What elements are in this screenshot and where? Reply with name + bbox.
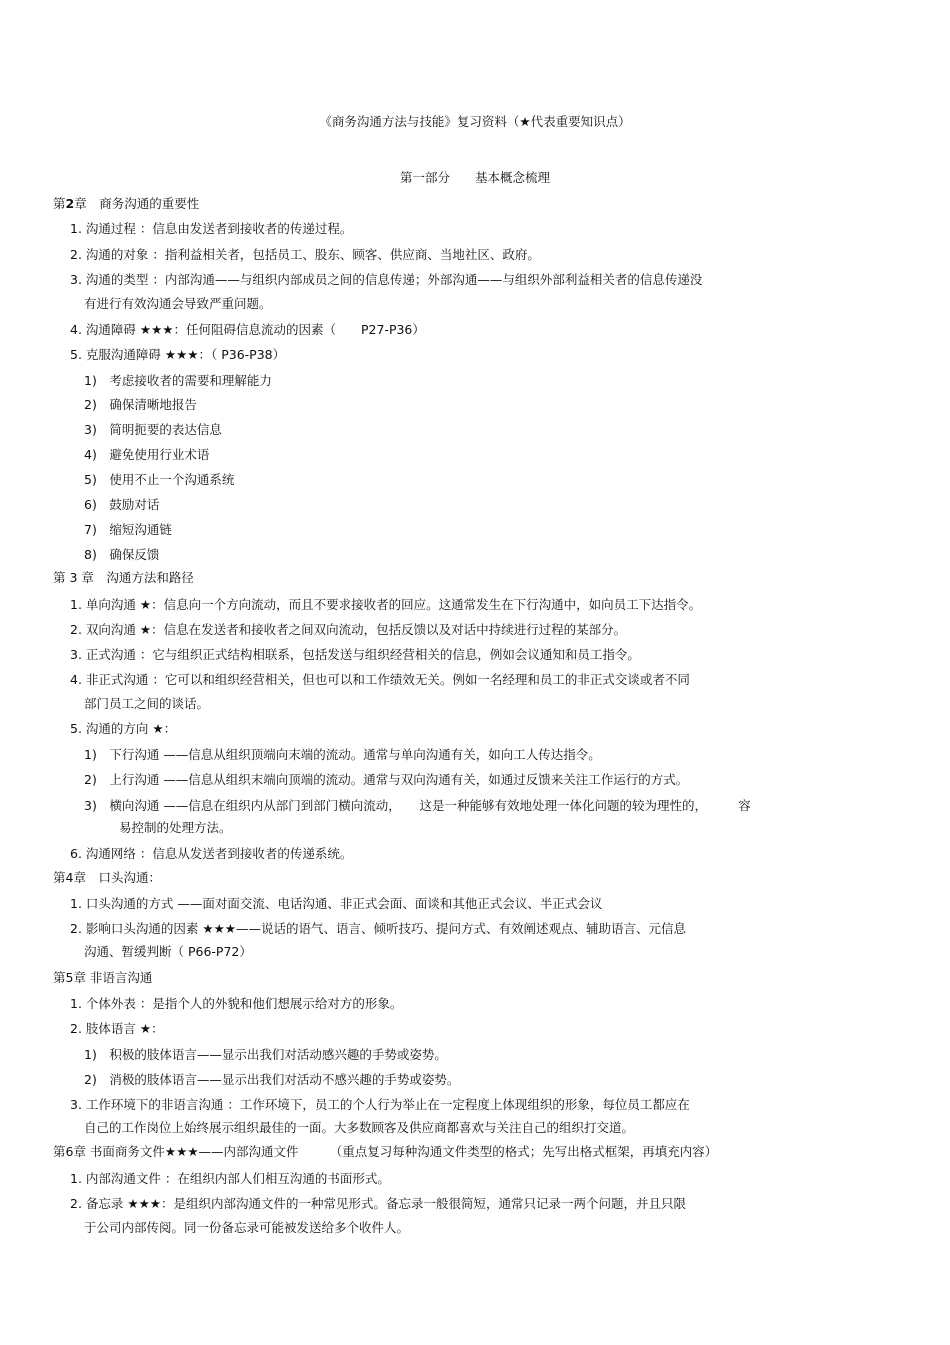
ch2-item-3-cont: 有进行有效沟通会导致严重问题。: [84, 296, 272, 311]
ch2-sub-3: 3) 简明扼要的表达信息: [84, 422, 222, 437]
ch2-sub-7: 7) 缩短沟通链: [84, 522, 172, 537]
ch5-item-1: 1. 个体外表 ：是指个人的外貌和他们想展示给对方的形象。: [70, 996, 403, 1011]
ch2-item-4: 4. 沟通障碍 ★★★：任何阻碍信息流动的因素（ P27-P36）: [70, 322, 425, 337]
ch3-item-2: 2. 双向沟通 ★：信息在发送者和接收者之间双向流动，包括反馈以及对话中持续进行过程的某部分。: [70, 622, 627, 637]
ch3-sub-3: 3) 横向沟通 ——信息在组织内从部门到部门横向流动， 这是一种能够有效地处理一体化问题的较为理性的， 容: [84, 798, 751, 813]
ch2-sub-2: 2) 确保清晰地报告: [84, 397, 197, 412]
ch6-item-2-cont: 于公司内部传阅。同一份备忘录可能被发送给多个收件人。: [84, 1220, 410, 1235]
ch5-item-3: 3. 工作环境下的非语言沟通 ：工作环境下，员工的个人行为举止在一定程度上体现组织的形象，每位员工都应在: [70, 1097, 690, 1112]
chapter-4-heading: 第4章 口头沟通：: [53, 870, 161, 885]
ch3-item-6: 6. 沟通网络 ：信息从发送者到接收者的传递系统。: [70, 846, 353, 861]
ch2-item-2: 2. 沟通的对象 ：指利益相关者，包括员工、股东、顾客、供应商、当地社区、政府。: [70, 247, 540, 262]
ch2-item-1: 1. 沟通过程 ：信息由发送者到接收者的传递过程。: [70, 221, 353, 236]
ch5-sub-1: 1) 积极的肢体语言——显示出我们对活动感兴趣的手势或姿势。: [84, 1047, 447, 1062]
ch2-item-3: 3. 沟通的类型 ：内部沟通——与组织内部成员之间的信息传递；外部沟通——与组织外部利益相关者的信息传递没: [70, 272, 703, 287]
ch2-item-5: 5. 克服沟通障碍 ★★★：（ P36-P38）: [70, 347, 286, 362]
ch4-item-1: 1. 口头沟通的方式 ——面对面交流、电话沟通、非正式会面、面谈和其他正式会议、半正式会议: [70, 896, 603, 911]
ch2-sub-5: 5) 使用不止一个沟通系统: [84, 472, 235, 487]
chapter-2-number: 2: [65, 196, 75, 211]
ch2-sub-1: 1) 考虑接收者的需要和理解能力: [84, 373, 272, 388]
part-heading: 第一部分 基本概念梳理: [399, 170, 550, 185]
ch3-item-4: 4. 非正式沟通 ：它可以和组织经营相关，但也可以和工作绩效无关。例如一名经理和员工的非正式交谈或者不同: [70, 672, 690, 687]
ch6-item-2: 2. 备忘录 ★★★：是组织内部沟通文件的一种常见形式。备忘录一般很简短，通常只记录一两个问题，并且只限: [70, 1196, 686, 1211]
ch3-sub-1: 1) 下行沟通 ——信息从组织顶端向末端的流动。通常与单向沟通有关，如向工人传达指令。: [84, 747, 601, 762]
ch5-item-3-cont: 自己的工作岗位上始终展示组织最佳的一面。大多数顾客及供应商都喜欢与关注自己的组织打交道。: [84, 1120, 635, 1135]
ch3-item-4-cont: 部门员工之间的谈话。: [84, 696, 210, 711]
chapter-2-title: 章 商务沟通的重要性: [74, 196, 200, 211]
ch2-sub-8: 8) 确保反馈: [84, 547, 160, 562]
ch3-item-5: 5. 沟通的方向 ★：: [70, 721, 177, 736]
chapter-2-heading: 第2章 商务沟通的重要性: [53, 196, 200, 211]
ch3-sub-3-cont: 易控制的处理方法。: [119, 820, 232, 835]
ch3-item-3: 3. 正式沟通 ：它与组织正式结构相联系，包括发送与组织经营相关的信息，例如会议通知和员工指令。: [70, 647, 640, 662]
chapter-6-heading: 第6章 书面商务文件★★★——内部沟通文件 （重点复习每种沟通文件类型的格式；先写出格式框架，再填充内容）: [53, 1144, 718, 1159]
document-title: 《商务沟通方法与技能》复习资料（★代表重要知识点）: [319, 114, 631, 129]
ch3-item-1: 1. 单向沟通 ★：信息向一个方向流动，而且不要求接收者的回应。这通常发生在下行沟通中，如向员工下达指令。: [70, 597, 702, 612]
chapter-3-heading: 第 3 章 沟通方法和路径: [53, 570, 194, 585]
chapter-5-heading: 第5章 非语言沟通: [53, 970, 153, 985]
ch4-item-2-cont: 沟通、暂缓判断（ P66-P72）: [84, 944, 252, 959]
ch2-sub-4: 4) 避免使用行业术语: [84, 447, 210, 462]
ch3-sub-2: 2) 上行沟通 ——信息从组织末端向顶端的流动。通常与双向沟通有关，如通过反馈来关注工作运行的方式。: [84, 772, 689, 787]
ch5-item-2: 2. 肢体语言 ★：: [70, 1021, 164, 1036]
ch4-item-2: 2. 影响口头沟通的因素 ★★★——说话的语气、语言、倾听技巧、提问方式、有效阐述观点、辅助语言、元信息: [70, 921, 686, 936]
ch2-sub-6: 6) 鼓励对话: [84, 497, 160, 512]
ch5-sub-2: 2) 消极的肢体语言——显示出我们对活动不感兴趣的手势或姿势。: [84, 1072, 460, 1087]
ch6-item-1: 1. 内部沟通文件 ：在组织内部人们相互沟通的书面形式。: [70, 1171, 390, 1186]
